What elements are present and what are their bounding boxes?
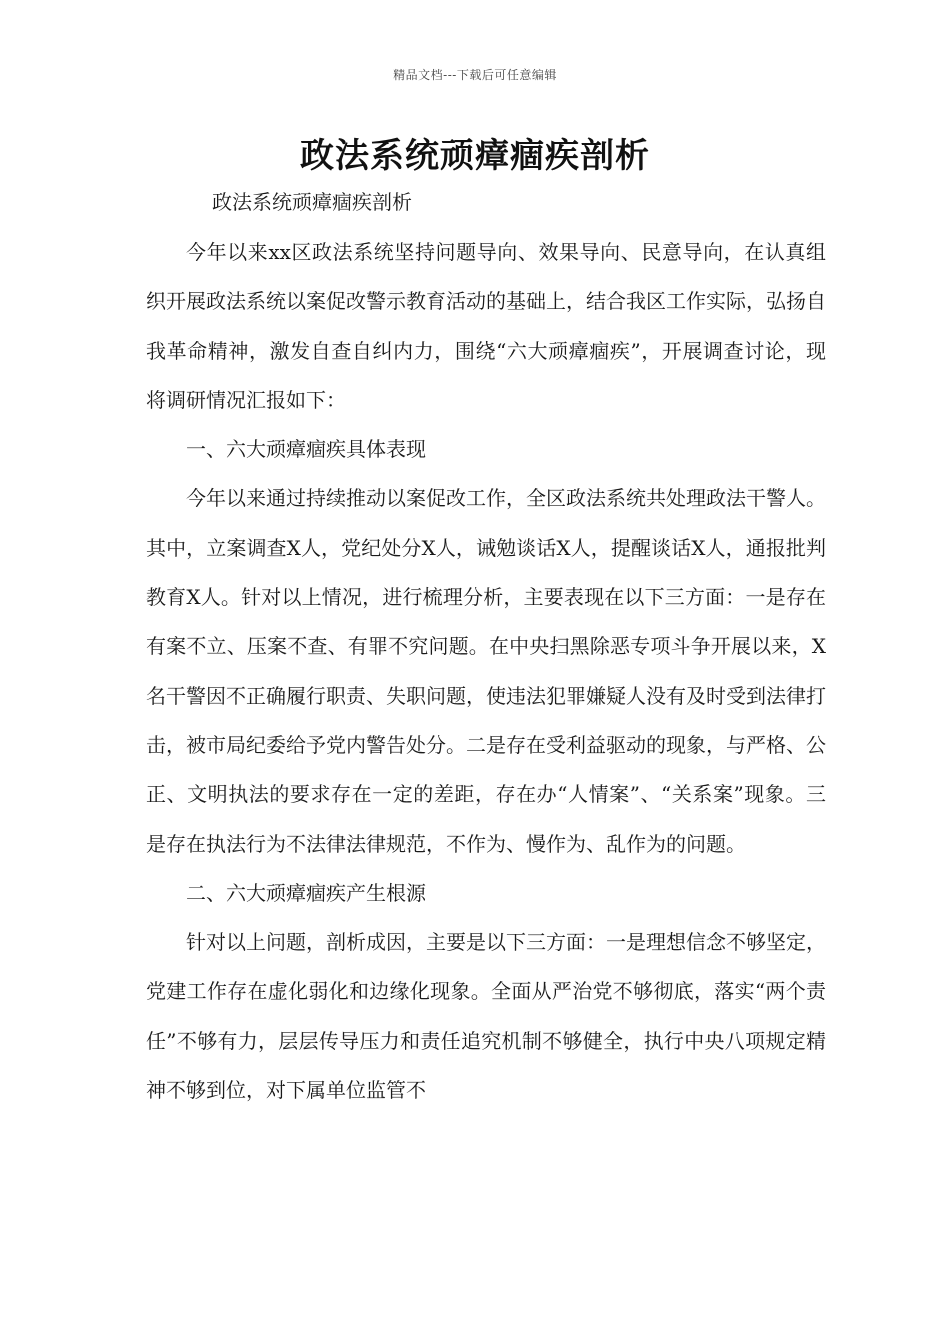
document-body [146, 228, 826, 1115]
paragraph-section-1: 今年以来通过持续推动以案促改工作，全区政法系统共处理政法干警人。其中，立案调查X人，党纪处分X人，诫勉谈话X人，提醒谈话X人，通报批判教育X人。针对以上情况，进行梳理分析，主要表现在以下三方面：一是存在有案不立、压案不查、有罪不究问题。在中央扫黑除恶专项斗争开展以来，X名干警因不正确履行职责、失职问题，使违法犯罪嫌疑人没有及时受到法律打击，被市局纪委给予党内警告处分。二是存在受利益驱动的现象，与严格、公正、文明执法的要求存在一定的差距，存在办“人情案”、“关系案”现象。三是存在执法行为不法律法律规范，不作为、慢作为、乱作为的问题。 [146, 486, 826, 856]
header-note: 精品文档---下载后可任意编辑 [393, 68, 557, 82]
document-subtitle: 政法系统顽瘴痼疾剖析 [212, 190, 412, 214]
section-heading-1: 一、六大顽瘴痼疾具体表现 [186, 437, 426, 462]
paragraph-section-2: 针对以上问题，剖析成因，主要是以下三方面：一是理想信念不够坚定，党建工作存在虚化弱化和边缘化现象。全面从严治党不够彻底，落实“两个责任”不够有力，层层传导压力和责任追究机制不够健全，执行中央八项规定精神不够到位，对下属单位监管不 [146, 930, 826, 1103]
paragraph-intro: 今年以来xx区政法系统坚持问题导向、效果导向、民意导向，在认真组织开展政法系统以案促改警示教育活动的基础上，结合我区工作实际，弘扬自我革命精神，激发自查自纠内力，围绕“六大顽瘴痼疾”，开展调查讨论，现将调研情况汇报如下： [146, 240, 826, 412]
section-heading-2: 二、六大顽瘴痼疾产生根源 [186, 880, 426, 905]
document-title: 政法系统顽瘴痼疾剖析 [300, 136, 650, 176]
